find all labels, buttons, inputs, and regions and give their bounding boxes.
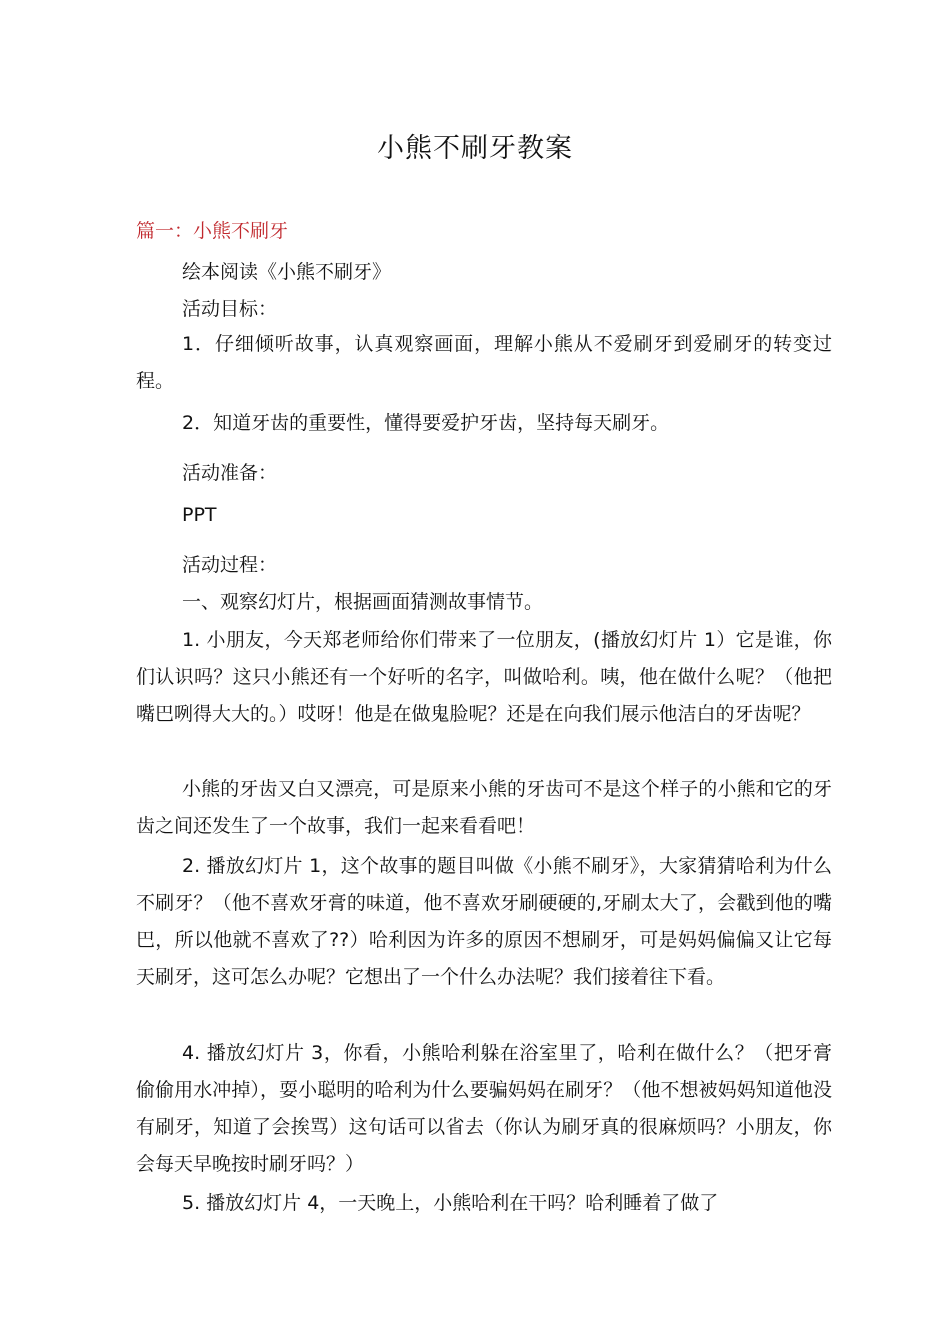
paragraph-goal-2: 2．知道牙齿的重要性，懂得要爱护牙齿，坚持每天刷牙。 xyxy=(182,412,670,434)
paragraph-slide-3: 4. 播放幻灯片 3，你看，小熊哈利躲在浴室里了，哈利在做什么？（把牙膏偷偷用水冲掉），耍小聪明的哈利为什么要骗妈妈在刷牙？（他不想被妈妈知道他没有刷牙，知道了会挨骂）这句话可以省去（你认为刷牙真的很麻烦吗？小朋友，你会每天早晚按时刷牙吗？） xyxy=(136,1042,832,1175)
document-title: 小熊不刷牙教案 xyxy=(377,133,573,164)
paragraph-slide-2: 2. 播放幻灯片 1，这个故事的题目叫做《小熊不刷牙》，大家猜猜哈利为什么不刷牙？（他不喜欢牙膏的味道，他不喜欢牙刷硬硬的,牙刷太大了，会戳到他的嘴巴，所以他就不喜欢了??）哈利因为许多的原因不想刷牙，可是妈妈偏偏又让它每天刷牙，这可怎么办呢？它想出了一个什么办法呢？我们接着往下看。 xyxy=(136,855,832,988)
paragraph-goal-1: 1．仔细倾听故事，认真观察画面，理解小熊从不爱刷牙到爱刷牙的转变过程。 xyxy=(136,333,832,392)
paragraph-slide-1: 1. 小朋友，今天郑老师给你们带来了一位朋友，(播放幻灯片 1）它是谁，你们认识吗？这只小熊还有一个好听的名字，叫做哈利。咦，他在做什么呢？（他把嘴巴咧得大大的。）哎呀！他是在做鬼脸呢？还是在向我们展示他洁白的牙齿呢？ xyxy=(136,629,832,725)
paragraph-book-title: 绘本阅读《小熊不刷牙》 xyxy=(182,261,392,283)
paragraph-prep-heading: 活动准备： xyxy=(182,462,278,484)
paragraph-prep-ppt: PPT xyxy=(182,504,217,526)
paragraph-slide-4: 5. 播放幻灯片 4，一天晚上，小熊哈利在干吗？哈利睡着了做了 xyxy=(182,1192,719,1214)
section-heading: 篇一：小熊不刷牙 xyxy=(136,220,289,242)
paragraph-step-one: 一、观察幻灯片，根据画面猜测故事情节。 xyxy=(182,591,544,613)
paragraph-goals-heading: 活动目标： xyxy=(182,298,278,320)
paragraph-bear-teeth: 小熊的牙齿又白又漂亮，可是原来小熊的牙齿可不是这个样子的小熊和它的牙齿之间还发生了一个故事，我们一起来看看吧！ xyxy=(136,778,832,837)
paragraph-process-heading: 活动过程： xyxy=(182,554,278,576)
